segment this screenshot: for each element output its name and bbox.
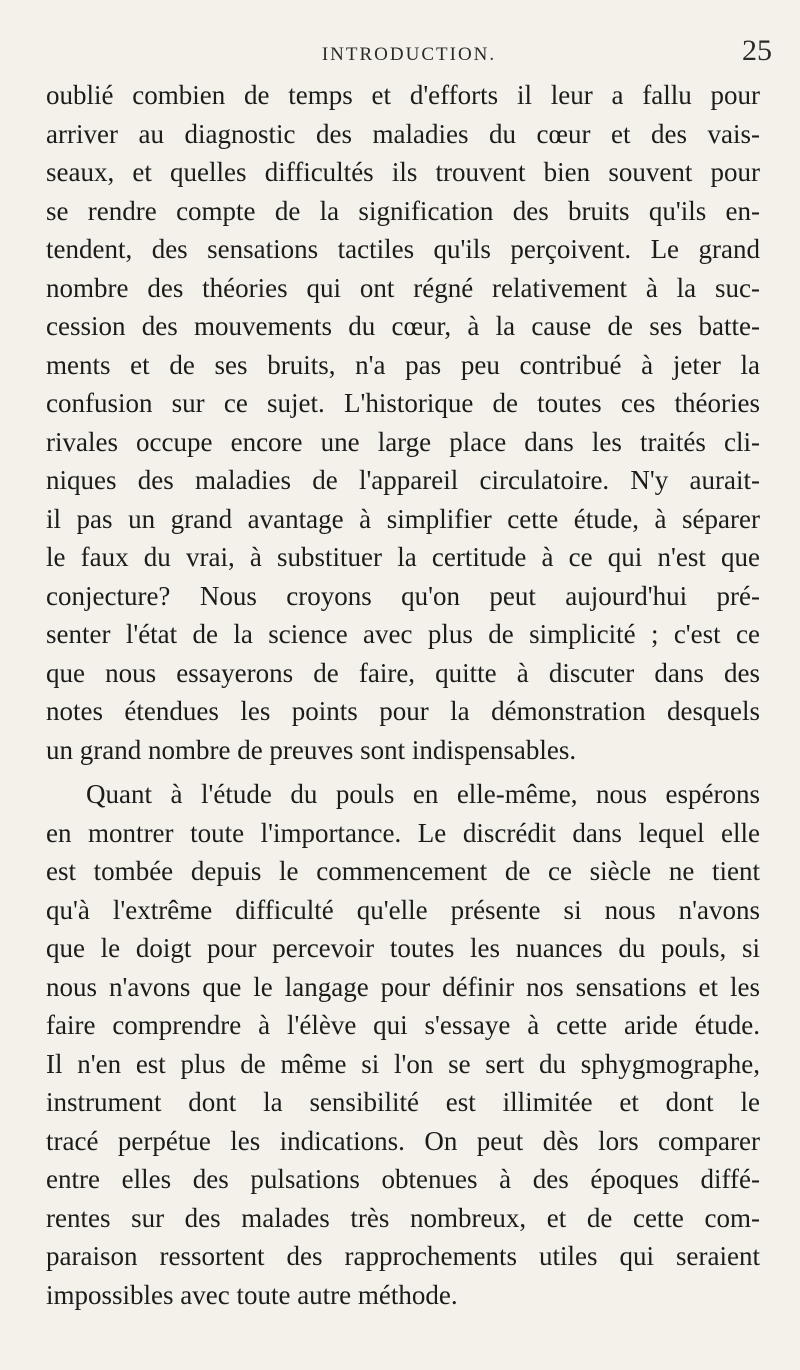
paragraph-2 <box>46 775 760 1314</box>
page-number: 25 <box>742 34 772 67</box>
text-line: rivales occupe encore une large place dans les traités cli- <box>46 426 760 457</box>
text-line: tracé perpétue les indications. On peut dès lors comparer <box>46 1125 760 1156</box>
text-line: entre elles des pulsations obtenues à des époques diffé- <box>46 1164 760 1194</box>
running-head <box>46 34 772 74</box>
text-line: niques des maladies de l'appareil circulatoire. N'y aurait- <box>46 465 760 495</box>
text-line: faire comprendre à l'élève qui s'essaye à cette aride étude. <box>46 1010 760 1040</box>
text-line: instrument dont la sensibilité est illimitée et dont le <box>46 1087 760 1117</box>
text-line: nous n'avons que le langage pour définir nos sensations et les <box>46 971 760 1002</box>
text-line: notes étendues les points pour la démonstration desquels <box>46 696 760 726</box>
text-line: que nous essayerons de faire, quitte à discuter dans des <box>46 657 760 688</box>
text-line: oublié combien de temps et d'efforts il leur a fallu pour <box>46 80 760 110</box>
text-line: en montrer toute l'importance. Le discrédit dans lequel elle <box>46 817 760 848</box>
text-line: il pas un grand avantage à simplifier cette étude, à séparer <box>46 503 760 534</box>
text-line: un grand nombre de preuves sont indispensables. <box>46 734 577 765</box>
text-line: seaux, et quelles difficultés ils trouvent bien souvent pour <box>46 157 760 187</box>
text-line: impossibles avec toute autre méthode. <box>46 1279 458 1310</box>
text-line: senter l'état de la science avec plus de simplicité ; c'est ce <box>46 619 760 649</box>
text-line: nombre des théories qui ont régné relativement à la suc- <box>46 272 760 303</box>
body-text <box>46 76 760 1314</box>
text-line: que le doigt pour percevoir toutes les nuances du pouls, si <box>46 933 760 963</box>
text-line: tendent, des sensations tactiles qu'ils perçoivent. Le grand <box>46 234 760 264</box>
text-line: Quant à l'étude du pouls en elle-même, nous espérons <box>86 779 760 809</box>
text-line: paraison ressortent des rapprochements utiles qui seraient <box>46 1241 760 1271</box>
text-line: confusion sur ce sujet. L'historique de toutes ces théories <box>46 388 760 418</box>
text-line: ments et de ses bruits, n'a pas peu contribué à jeter la <box>46 349 760 380</box>
paragraph-1 <box>46 76 760 769</box>
text-line: conjecture? Nous croyons qu'on peut aujourd'hui pré- <box>46 580 760 611</box>
text-line: Il n'en est plus de même si l'on se sert du sphygmographe, <box>46 1048 760 1079</box>
text-line: cession des mouvements du cœur, à la cause de ses batte- <box>46 311 760 341</box>
text-line: qu'à l'extrême difficulté qu'elle présente si nous n'avons <box>46 894 760 925</box>
text-line: rentes sur des malades très nombreux, et de cette com- <box>46 1202 760 1233</box>
text-line: se rendre compte de la signification des bruits qu'ils en- <box>46 195 760 226</box>
text-line: est tombée depuis le commencement de ce siècle ne tient <box>46 856 760 886</box>
running-title: INTRODUCTION. <box>321 44 497 65</box>
text-line: arriver au diagnostic des maladies du cœur et des vais- <box>46 118 760 149</box>
text-line: le faux du vrai, à substituer la certitude à ce qui n'est que <box>46 542 760 572</box>
